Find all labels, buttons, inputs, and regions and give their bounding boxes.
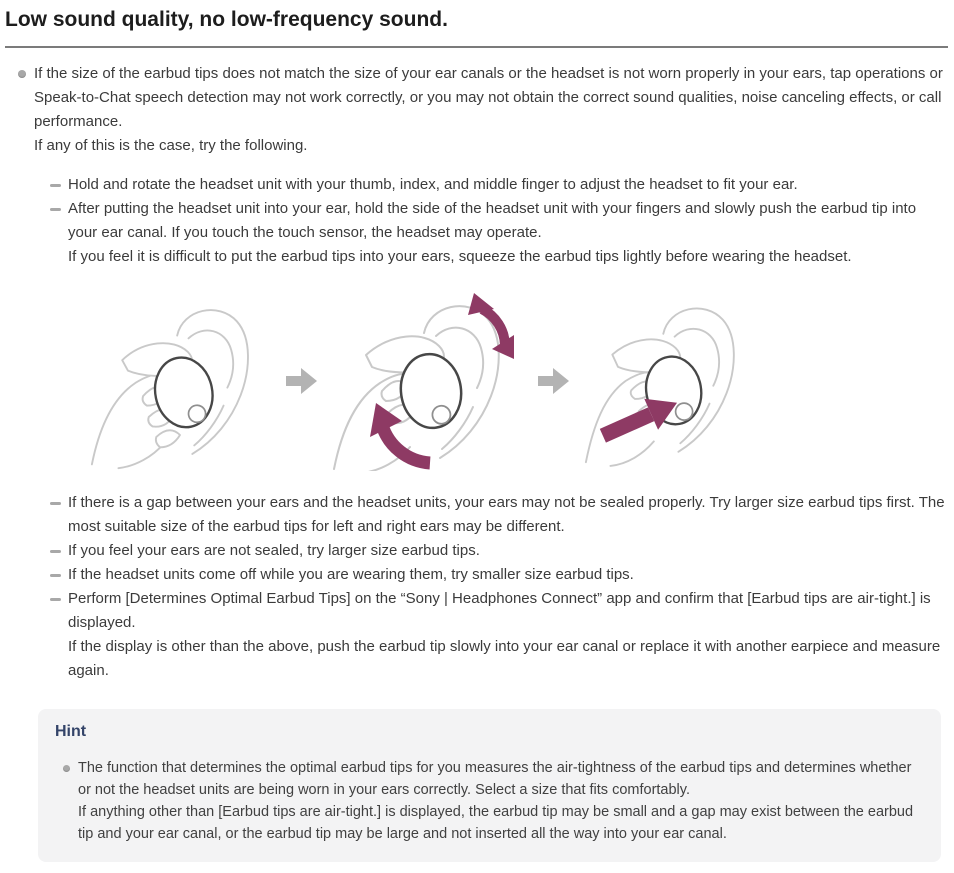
list-item	[50, 173, 948, 197]
right-arrow-icon	[536, 365, 570, 397]
hint-title: Hint	[55, 723, 87, 740]
dash-icon	[50, 574, 61, 577]
rotate-earbud-illustration	[332, 291, 522, 471]
intro-paragraph	[18, 62, 948, 158]
adjust-steps-list	[50, 173, 948, 269]
fit-tips-list	[50, 491, 948, 683]
list-item	[50, 539, 948, 563]
page-title: Low sound quality, no low-frequency sound.	[5, 8, 448, 31]
dash-icon	[50, 208, 61, 211]
tip-line: If the headset units come off while you are wearing them, try smaller size earbud tips.	[68, 566, 634, 583]
right-arrow-icon	[284, 365, 318, 397]
step-line: Hold and rotate the headset unit with your thumb, index, and middle finger to adjust the headset to fit your ear.	[68, 176, 798, 193]
bullet-icon	[18, 70, 26, 78]
dash-icon	[50, 550, 61, 553]
list-item	[50, 587, 948, 683]
hint-box	[38, 709, 941, 862]
list-item	[50, 563, 948, 587]
tip-line: Perform [Determines Optimal Earbud Tips] on the “Sony | Headphones Connect” app and confirm that [Earbud tips are air-tight.] is displayed.	[68, 590, 931, 631]
intro-line: If any of this is the case, try the following.	[34, 137, 308, 154]
hint-item	[63, 757, 921, 845]
tip-line: If there is a gap between your ears and the headset units, your ears may not be sealed properly. Try larger size earbud tips first. The most suitable size of the earbud tips for left and right ears may be different.	[68, 494, 945, 535]
dash-icon	[50, 184, 61, 187]
push-earbud-illustration	[584, 291, 752, 471]
hint-line: The function that determines the optimal earbud tips for you measures the air-tightness of the earbud tips and determines whether or not the headset units are being worn in your ears correctly. Select a size that fits comfortably.	[78, 760, 912, 798]
list-item	[50, 491, 948, 539]
step-line: After putting the headset unit into your ear, hold the side of the headset unit with your fingers and slowly push the earbud tip into your ear canal. If you touch the touch sensor, the headset may operate.	[68, 200, 917, 241]
intro-line: If the size of the earbud tips does not match the size of your ear canals or the headset is not worn properly in your ears, tap operations or Speak-to-Chat speech detection may not work correctly, or you may not obtain the correct sound qualities, noise canceling effects, or call performance.	[34, 65, 943, 130]
bullet-icon	[63, 765, 70, 772]
hold-earbud-illustration	[90, 291, 270, 471]
dash-icon	[50, 598, 61, 601]
fit-adjustment-illustration	[90, 291, 948, 471]
list-item	[50, 197, 948, 269]
hint-line: If anything other than [Earbud tips are air-tight.] is displayed, the earbud tip may be small and a gap may exist between the earbud tip and your ear canal, or the earbud tip may be large and not inserted all the way into your ear canal.	[78, 804, 914, 842]
intro-text	[34, 62, 948, 158]
dash-icon	[50, 502, 61, 505]
section-divider	[5, 46, 948, 48]
tip-line: If the display is other than the above, push the earbud tip slowly into your ear canal or replace it with another earpiece and measure again.	[68, 638, 941, 679]
tip-line: If you feel your ears are not sealed, try larger size earbud tips.	[68, 542, 480, 559]
step-line: If you feel it is difficult to put the earbud tips into your ears, squeeze the earbud tips lightly before wearing the headset.	[68, 248, 852, 265]
